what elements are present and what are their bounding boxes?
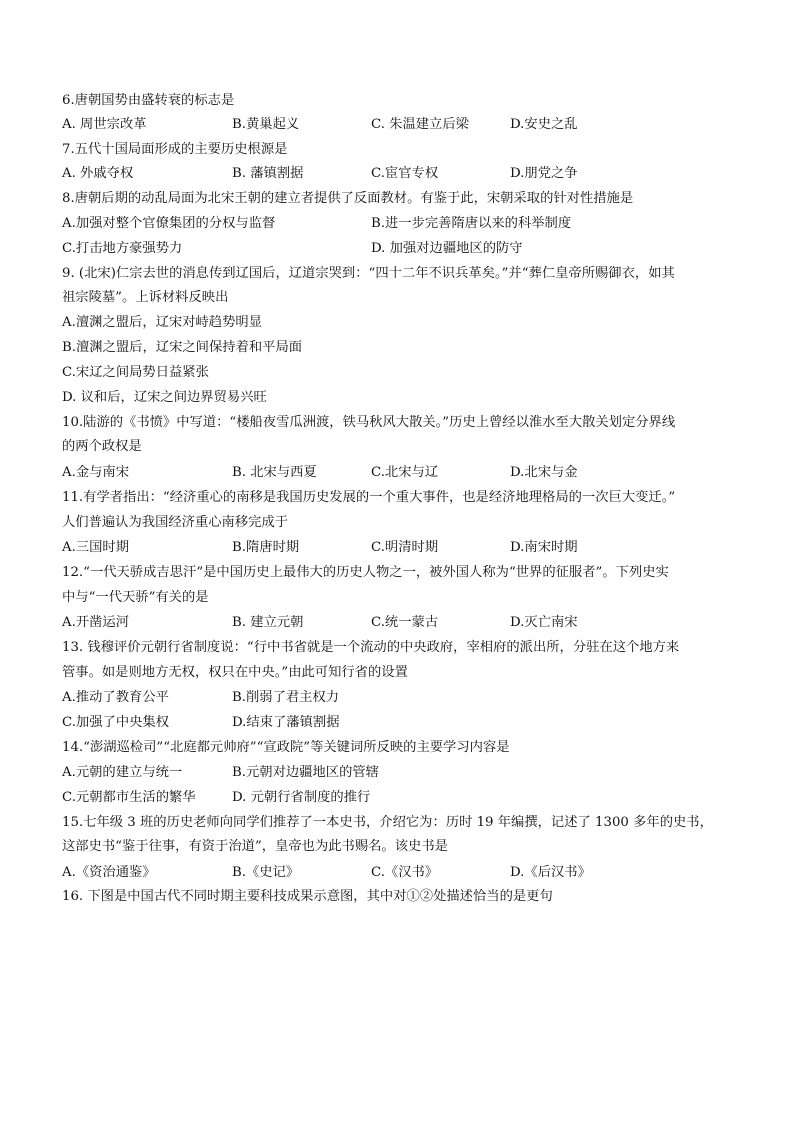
option-D: D.南宋时期 xyxy=(510,540,578,555)
option-A: A.金与南宋 xyxy=(62,465,130,480)
question-6-stem-line: 6.唐朝国势由盛转衰的标志是 xyxy=(62,93,235,108)
option-B: B.澶渊之盟后，辽宋之间保持着和平局面 xyxy=(62,340,303,355)
option-B: B.黄巢起义 xyxy=(232,117,300,132)
question-10-options-row xyxy=(62,464,742,482)
question-7-stem-line: 7.五代十国局面形成的主要历史根源是 xyxy=(62,142,288,157)
option-C: C.统一蒙古 xyxy=(371,615,439,630)
option-A: A.推动了教育公平 xyxy=(62,690,169,705)
question-7-options-row xyxy=(62,165,742,183)
option-A: A.元朝的建立与统一 xyxy=(62,765,183,780)
option-A: A.加强对整个官僚集团的分权与监督 xyxy=(62,216,276,231)
question-14-options-row xyxy=(62,764,742,782)
option-B: B.削弱了君主权力 xyxy=(232,690,340,705)
question-9-options-row xyxy=(62,364,742,382)
option-C: C.宋辽之间局势日益紧张 xyxy=(62,365,209,380)
question-6-options-row xyxy=(62,116,742,134)
option-C: C.《汉书》 xyxy=(371,865,439,880)
option-D: D.结束了藩镇割据 xyxy=(232,715,340,730)
question-13-options-row xyxy=(62,689,742,707)
option-B: B. 北宋与西夏 xyxy=(232,465,317,480)
option-A: A. 周世宗改革 xyxy=(62,117,147,132)
option-C: C.北宋与辽 xyxy=(371,465,439,480)
option-D: D.北宋与金 xyxy=(510,465,578,480)
question-13-stem-line: 管事。如是则地方无权，权只在中央。”由此可知行省的设置 xyxy=(62,665,408,680)
option-A: A.《资治通鉴》 xyxy=(62,865,156,880)
question-13-options-row xyxy=(62,714,742,732)
question-16-stem-line: 16. 下图是中国古代不同时期主要科技成果示意图，其中对①②处描述恰当的是更句 xyxy=(62,889,553,904)
question-8-options-row xyxy=(62,240,742,258)
question-9-options-row xyxy=(62,389,742,407)
question-10-stem-line: 10.陆游的《书愤》中写道：“楼船夜雪瓜洲渡，铁马秋风大散关。”历史上曾经以淮水至大散关划定分界线 xyxy=(62,415,676,430)
question-15-options-row xyxy=(62,864,742,882)
option-A: A. 外戚夺权 xyxy=(62,166,134,181)
option-B: B. 藩镇割据 xyxy=(232,166,304,181)
question-12-options-row xyxy=(62,614,742,632)
question-9-options-row xyxy=(62,314,742,332)
option-D: D.灭亡南宋 xyxy=(510,615,578,630)
option-A: A.澶渊之盟后，辽宋对峙趋势明显 xyxy=(62,315,262,330)
question-14-options-row xyxy=(62,789,742,807)
question-15-stem-line: 15.七年级 3 班的历史老师向同学们推荐了一本史书，介绍它为：历时 19 年编撰，记述了 1300 多年的史书， xyxy=(62,815,713,830)
option-D: D.《后汉书》 xyxy=(510,865,591,880)
option-C: C. 朱温建立后梁 xyxy=(371,117,469,132)
option-B: B.进一步完善隋唐以来的科举制度 xyxy=(371,216,572,231)
option-B: B. 建立元朝 xyxy=(232,615,304,630)
question-11-stem-line: 人们普遍认为我国经济重心南移完成于 xyxy=(62,515,289,530)
option-C: C.元朝都市生活的繁华 xyxy=(62,790,196,805)
option-C: C.宦官专权 xyxy=(371,166,439,181)
option-A: A.开凿运河 xyxy=(62,615,130,630)
option-C: C.明清时期 xyxy=(371,540,439,555)
question-8-options-row xyxy=(62,215,742,233)
question-9-stem-line: 9. (北宋)仁宗去世的消息传到辽国后，辽道宗哭到：“四十二年不识兵革矣。”并“葬仁皇帝所赐御衣，如其 xyxy=(62,266,675,281)
question-8-stem-line: 8.唐朝后期的动乱局面为北宋王朝的建立者提供了反面教材。有鉴于此，宋朝采取的针对性措施是 xyxy=(62,191,634,206)
option-D: D. 元朝行省制度的推行 xyxy=(232,790,371,805)
question-9-options-row xyxy=(62,339,742,357)
option-B: B.隋唐时期 xyxy=(232,540,300,555)
question-9-stem-line: 祖宗陵墓”。上诉材料反映出 xyxy=(62,290,229,305)
option-C: C.打击地方豪强势力 xyxy=(62,241,183,256)
question-12-stem-line: 中与“一代天骄”有关的是 xyxy=(62,590,209,605)
question-13-stem-line: 13. 钱穆评价元朝行省制度说：“行中书省就是一个流动的中央政府，宰相府的派出所，分驻在这个地方来 xyxy=(62,640,680,655)
question-11-stem-line: 11.有学者指出：“经济重心的南移是我国历史发展的一个重大事件，也是经济地理格局的一次巨大变迁。” xyxy=(62,490,676,505)
option-D: D.安史之乱 xyxy=(510,117,578,132)
option-B: B.《史记》 xyxy=(232,865,300,880)
option-D: D.朋党之争 xyxy=(510,166,578,181)
question-14-stem-line: 14.“澎湖巡检司”“北庭都元帅府”“宣政院”等关键词所反映的主要学习内容是 xyxy=(62,740,510,755)
option-A: A.三国时期 xyxy=(62,540,130,555)
option-D: D. 加强对边疆地区的防守 xyxy=(371,241,523,256)
question-10-stem-line: 的两个政权是 xyxy=(62,439,142,454)
question-11-options-row xyxy=(62,539,742,557)
option-B: B.元朝对边疆地区的管辖 xyxy=(232,765,379,780)
option-C: C.加强了中央集权 xyxy=(62,715,170,730)
question-15-stem-line: 这部史书“鉴于往事，有资于治道”，皇帝也为此书赐名。该史书是 xyxy=(62,839,448,854)
option-D: D. 议和后，辽宋之间边界贸易兴旺 xyxy=(62,390,267,405)
question-12-stem-line: 12.“一代天骄成吉思汗”是中国历史上最伟大的历史人物之一，被外国人称为“世界的征服者”。下列史实 xyxy=(62,565,669,580)
